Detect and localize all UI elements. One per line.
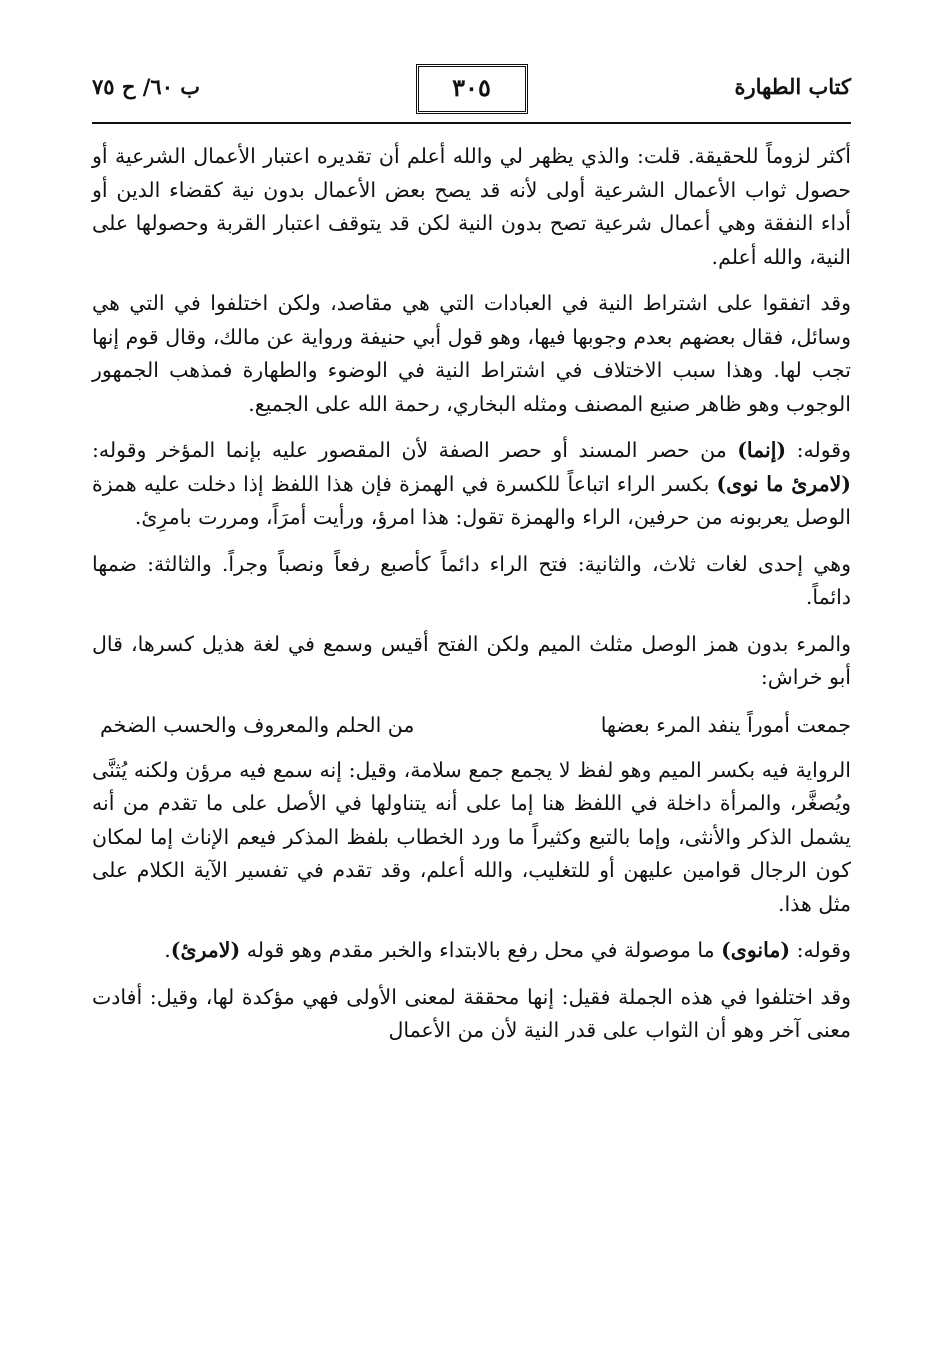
paragraph-text: الرواية فيه بكسر الميم وهو لفظ لا يجمع جمع سلامة، وقيل: إنه سمع فيه مرؤن ولكنه يُثنَّى ويُصغَّر، والمرأة داخلة في اللفظ هنا إما على أنه يتناولها في الأصل على ما تقدم من أنه يشمل الذكر والأنثى، وإما بالتبع وكثيراً ما ورد الخطاب بلفظ المذكر فيعم الإناث إما لمكان كون الرجال قوامين عليهن أو للتغليب، والله أعلم، وقد تقدم في تفسير الآية الكلام على مثل هذا. bbox=[92, 757, 851, 916]
paragraph bbox=[92, 548, 851, 615]
quoted-hadith-term: (إنما) bbox=[737, 438, 787, 462]
paragraphs-before-verse bbox=[92, 140, 851, 695]
paragraph-text: وقوله: bbox=[786, 438, 851, 462]
quoted-hadith-term: (لامرئ) bbox=[170, 938, 241, 962]
verse-second-hemistich: من الحلم والمعروف والحسب الضخم bbox=[100, 712, 415, 737]
paragraph-text: وقد اختلفوا في هذه الجملة فقيل: إنها محققة لمعنى الأولى فهي مؤكدة لها، وقيل: أفادت معنى آخر وهو أن الثواب على قدر النية لأن من الأعمال bbox=[92, 984, 851, 1042]
paragraph bbox=[92, 287, 851, 421]
paragraph-text: من حصر المسند أو حصر الصفة لأن المقصور عليه بإنما المؤخر وقوله: bbox=[92, 438, 738, 462]
paragraph bbox=[92, 434, 851, 535]
paragraph-text: وقد اتفقوا على اشتراط النية في العبادات التي هي مقاصد، ولكن اختلفوا في التي هي وسائل، فقال بعضهم بعدم وجوبها فيها، وهو قول أبي حنيفة ورواية عن مالك، وقال قوم إنها تجب لها. وهذا سبب الاختلاف في اشتراط النية في الوضوء والطهارة فمذهب الجمهور الوجوب وهو ظاهر صنيع المصنف ومثله البخاري، رحمة الله على الجميع. bbox=[92, 291, 851, 416]
page-body bbox=[92, 140, 851, 1048]
paragraph-text: وهي إحدى لغات ثلاث، والثانية: فتح الراء دائماً كأصبع رفعاً ونصباً وجراً. والثالثة: ضمها دائماً. bbox=[92, 551, 851, 609]
paragraph bbox=[92, 754, 851, 922]
paragraph-text: . bbox=[164, 938, 171, 962]
verse-first-hemistich: جمعت أموراً ينفد المرء بعضها bbox=[600, 712, 851, 737]
paragraph-text: أكثر لزوماً للحقيقة. قلت: والذي يظهر لي والله أعلم أن تقديره اعتبار الأعمال الشرعية أو حصول ثواب الأعمال الشرعية أولى لأنه قد يصح بعض الأعمال بدون نية كقضاء الدين أو أداء النفقة وهي أعمال شرعية تصح بدون النية لكن قد يتوقف اعتبار القربة وحصولها على النية، والله أعلم. bbox=[92, 144, 851, 269]
paragraph-text: وقوله: bbox=[790, 938, 851, 962]
chapter-reference: ب ٦٠/ ح ٧٥ bbox=[92, 74, 201, 99]
paragraph bbox=[92, 934, 851, 968]
book-title: كتاب الطهارة bbox=[734, 74, 851, 99]
paragraph bbox=[92, 981, 851, 1048]
poetry-verse bbox=[92, 708, 851, 742]
paragraph bbox=[92, 140, 851, 274]
paragraph-text: بكسر الراء اتباعاً للكسرة في الهمزة فإن هذا اللفظ إذا دخلت عليه همزة الوصل يعربونه من حرفين، الراء والهمزة تقول: هذا امرؤ، ورأيت أمرَاً، ومررت بامرِئ. bbox=[92, 471, 851, 529]
quoted-hadith-term: (لامرئ ما نوى) bbox=[716, 471, 851, 496]
paragraph bbox=[92, 628, 851, 695]
paragraphs-after-verse bbox=[92, 754, 851, 1048]
paragraph-text: ما موصولة في محل رفع بالابتداء والخبر مقدم وهو قوله bbox=[240, 938, 722, 962]
page-number: ٣٠٥ bbox=[416, 64, 528, 114]
paragraph-text: والمرء بدون همز الوصل مثلث الميم ولكن الفتح أقيس وسمع في لغة هذيل كسرها، قال أبو خراش: bbox=[92, 631, 851, 689]
quoted-hadith-term: (مانوى) bbox=[721, 938, 791, 962]
page-header bbox=[92, 62, 851, 124]
